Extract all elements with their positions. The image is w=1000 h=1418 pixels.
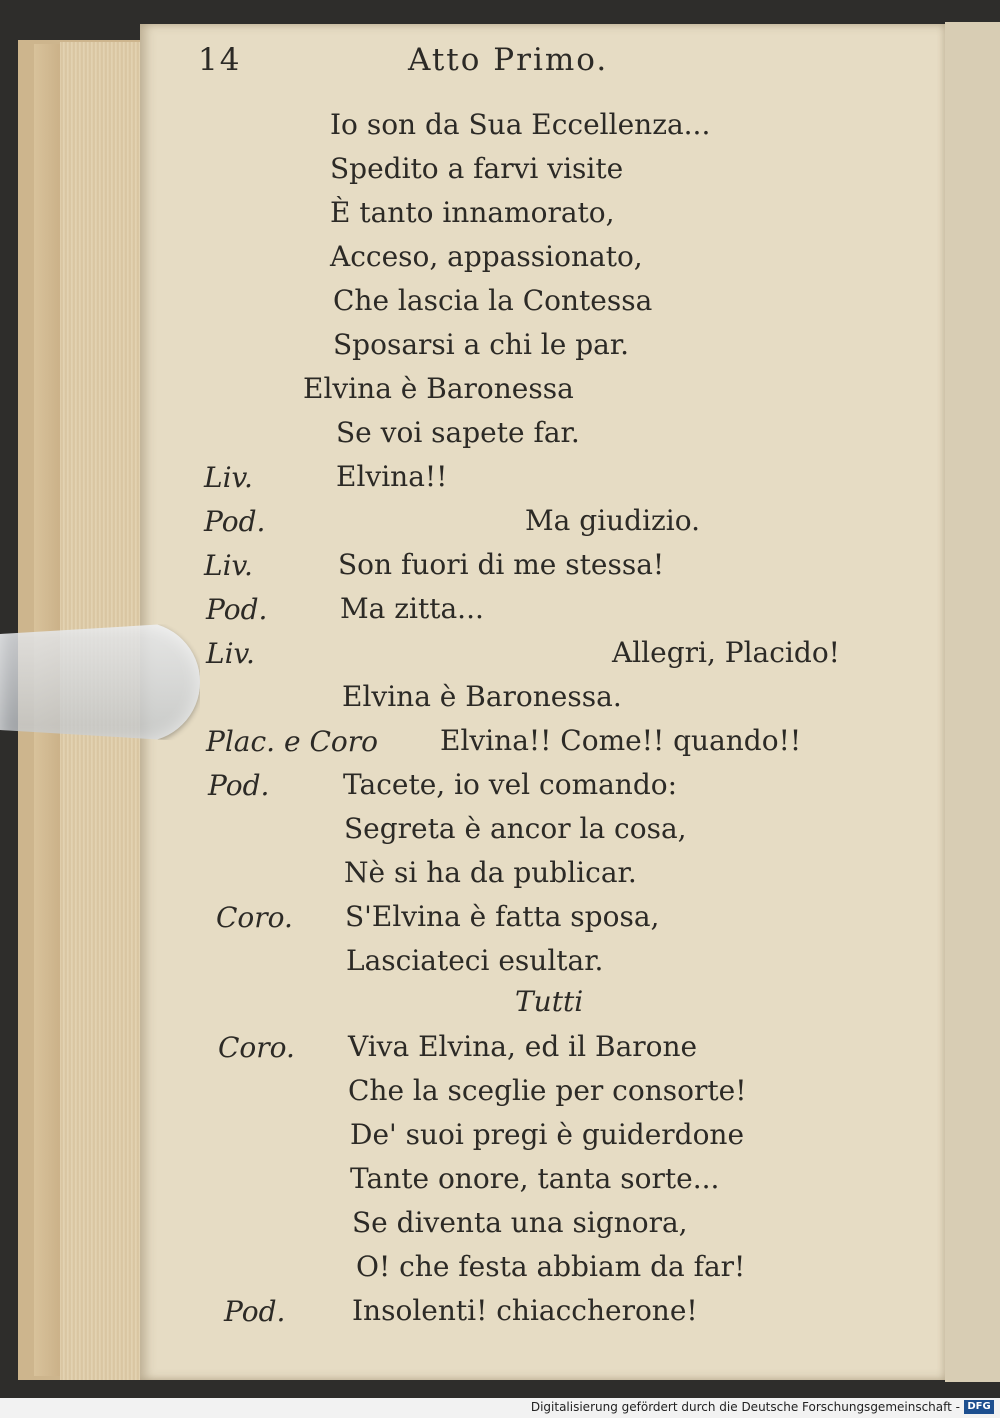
verse-line: Spedito a farvi visite [330,152,624,185]
verse-line: De' suoi pregi è guiderdone [350,1118,745,1151]
speaker-label: Pod. [206,593,268,626]
verse-line: Elvina è Baronessa [303,372,574,405]
stage-direction: Tutti [515,985,584,1018]
verse-line: Son fuori di me stessa! [338,548,665,581]
speaker-label: Liv. [206,637,255,670]
dfg-logo: DFG [964,1400,994,1414]
verse-line: Viva Elvina, ed il Barone [348,1030,698,1063]
verse-line: Lasciateci esultar. [346,944,604,977]
speaker-label: Liv. [204,549,253,582]
page-title: Atto Primo. [408,42,609,78]
verse-line: Tante onore, tanta sorte... [350,1162,720,1195]
verse-line: Acceso, appassionato, [330,240,643,273]
speaker-label: Pod. [208,769,270,802]
verse-line: Nè si ha da publicar. [344,856,637,889]
speaker-label: Plac. e Coro [206,725,378,758]
verse-line: S'Elvina è fatta sposa, [345,900,660,933]
verse-line: Insolenti! chiaccherone! [352,1294,698,1327]
speaker-label: Pod. [224,1295,286,1328]
verse-line: Elvina!! [336,460,448,493]
speaker-label: Liv. [204,461,253,494]
verse-line: Allegri, Placido! [612,636,840,669]
verse-line: Che la sceglie per consorte! [348,1074,747,1107]
speaker-label: Coro. [216,901,293,934]
verse-line: È tanto innamorato, [330,196,615,229]
page-number: 14 [198,42,242,78]
verse-line: Elvina!! Come!! quando!! [440,724,802,757]
facing-page-edge [945,22,1000,1382]
verse-line: Ma giudizio. [525,504,701,537]
verse-line: Ma zitta... [340,592,484,625]
speaker-label: Coro. [218,1031,295,1064]
verse-line: Io son da Sua Eccellenza... [330,108,711,141]
page-holder-ruler [0,622,200,742]
verse-line: O! che festa abbiam da far! [356,1250,746,1283]
verse-line: Se voi sapete far. [336,416,580,449]
verse-line: Sposarsi a chi le par. [333,328,630,361]
verse-line: Elvina è Baronessa. [342,680,622,713]
verse-line: Segreta è ancor la cosa, [344,812,687,845]
verse-line: Tacete, io vel comando: [343,768,678,801]
verse-line: Se diventa una signora, [352,1206,688,1239]
funding-credit: Digitalisierung gefördert durch die Deutsche Forschungsgemeinschaft - [530,1400,960,1414]
verse-line: Che lascia la Contessa [333,284,653,317]
speaker-label: Pod. [204,505,266,538]
footer-bar [0,1398,1000,1418]
